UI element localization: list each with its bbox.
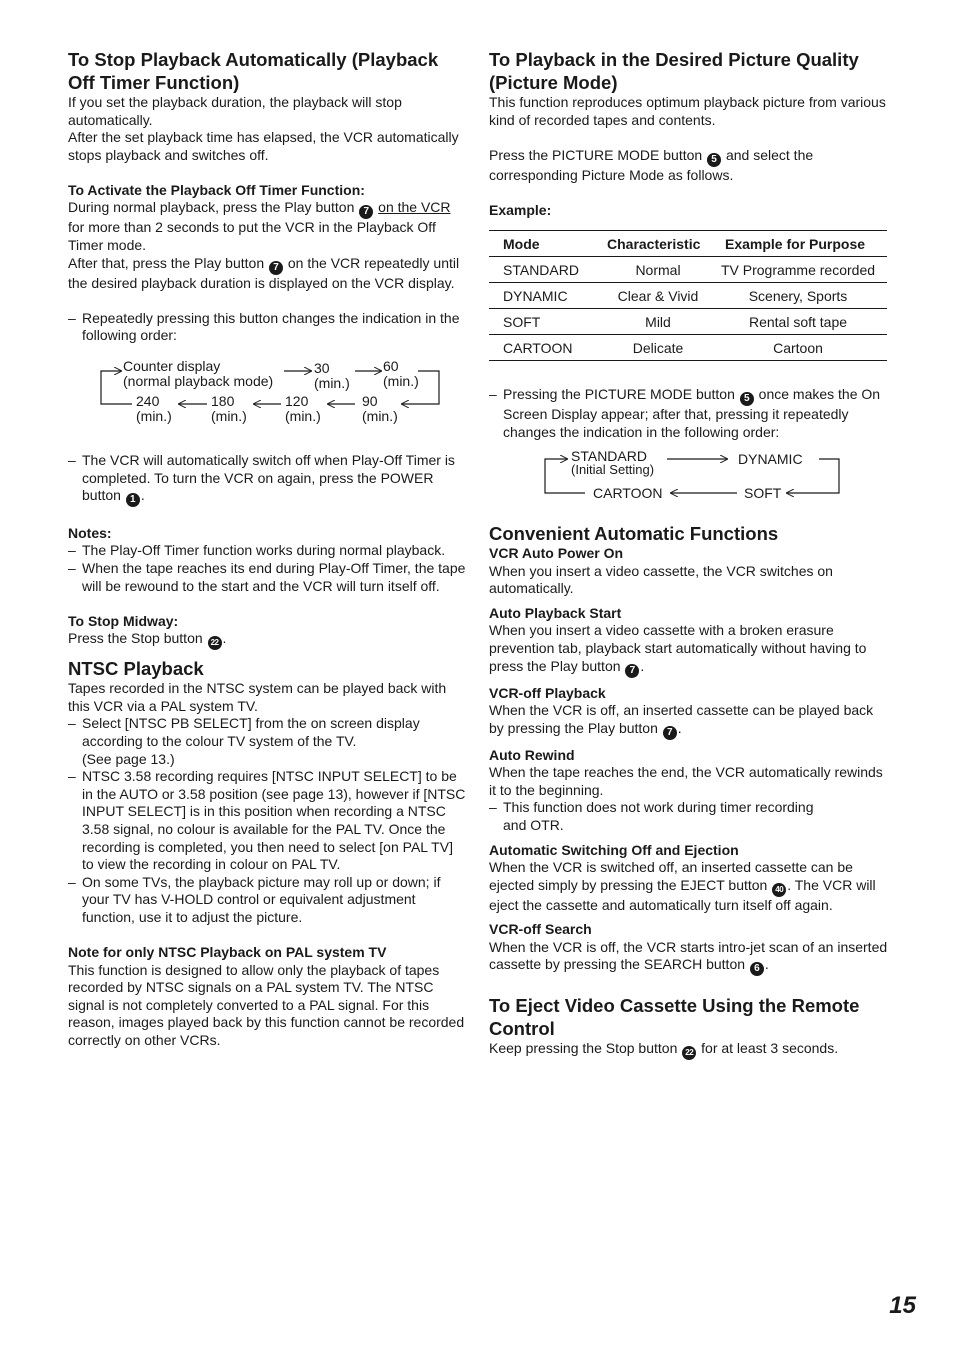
dash-item: – NTSC 3.58 recording requires [NTSC INPUT SELECT] to be in the AUTO or 3.58 position (see page 13), however if [NTSC INPUT SELECT] is in this position when recording a NTSC 3.58 signal, no colour is available for the PAL TV. Once the recording is completed, you then need to select [on PAL TV] to view the recording in colour on PAL TV. (68, 768, 468, 874)
paragraph: Keep pressing the Stop button 22 for at least 3 seconds. (489, 1040, 889, 1060)
table-cell: STANDARD (489, 257, 607, 283)
timer-value-120: 120 (285, 393, 309, 410)
dash-item: – The VCR will automatically switch off when Play-Off Timer is completed. To turn the VCR on again, press the POWER button 1 . (68, 452, 468, 507)
subheading-stop-midway: To Stop Midway: (68, 612, 179, 629)
table-header-row (489, 231, 887, 257)
paragraph: When you insert a video cassette, the VCR switches on automatically. (489, 562, 833, 597)
table-header: Example for Purpose (709, 231, 887, 257)
eject-button-icon: 40 (772, 883, 786, 897)
underlined-text: on the VCR (378, 199, 451, 216)
paragraph: When the VCR is off, the VCR starts intro-jet scan of an inserted cassette by pressing the SEARCH button 6 . (489, 938, 888, 975)
subheading-ntsc-note: Note for only NTSC Playback on PAL system TV (68, 944, 387, 961)
dash-item: – When the tape reaches its end during Play-Off Timer, the tape will be rewound to the start and the VCR will turn itself off. (68, 560, 468, 595)
section-title-eject-remote: To Eject Video Cassette Using the Remote Control (489, 995, 860, 1040)
counter-display-sublabel: (normal playback mode) (123, 373, 274, 390)
timer-value-60: 60 (383, 358, 399, 375)
section-title-ntsc-playback: NTSC Playback (68, 658, 204, 680)
table-cell: CARTOON (489, 335, 607, 361)
dash-item: – This function does not work during timer recording and OTR. (489, 799, 889, 834)
example-label: Example: (489, 201, 552, 218)
paragraph: During normal playback, press the Play button 7 on the VCR for more than 2 seconds to put the VCR in the Playback Off Timer mode. (68, 199, 451, 254)
dash-item: – Select [NTSC PB SELECT] from the on screen display according to the colour TV system of the TV. (See page 13.) (68, 715, 468, 768)
section-title-playback-off-timer: To Stop Playback Automatically (Playback Off Timer Function) (68, 49, 439, 93)
dash-item: – The Play-Off Timer function works during normal playback. (68, 542, 468, 560)
mode-dynamic: DYNAMIC (738, 451, 803, 468)
table-cell: TV Programme recorded (709, 257, 887, 283)
timer-unit: (min.) (383, 373, 419, 390)
picture-mode-table (489, 230, 887, 361)
subheading: VCR-off Search (489, 921, 592, 938)
mode-initial-setting: (Initial Setting) (571, 462, 655, 478)
picture-mode-button-icon: 5 (740, 392, 754, 406)
table-row (489, 283, 887, 309)
timer-value-90: 90 (362, 393, 378, 410)
table-cell: Normal (607, 257, 709, 283)
diagram-arrows (489, 447, 889, 509)
counter-display-label: Counter display (123, 358, 221, 375)
stop-button-icon: 22 (208, 636, 222, 650)
table-cell: Cartoon (709, 335, 887, 361)
play-button-icon: 7 (269, 261, 283, 275)
paragraph: Press the PICTURE MODE button 5 and select the corresponding Picture Mode as follows. (489, 146, 814, 183)
mode-standard: STANDARD (571, 448, 647, 465)
table-cell: DYNAMIC (489, 283, 607, 309)
subheading-notes: Notes: (68, 524, 112, 541)
subheading: VCR Auto Power On (489, 545, 624, 562)
picture-mode-button-icon: 5 (707, 153, 721, 167)
paragraph: This function reproduces optimum playback picture from various kind of recorded tapes and contents. (489, 94, 886, 128)
timer-sequence-diagram (68, 359, 468, 441)
section-title-picture-mode: To Playback in the Desired Picture Quality (Picture Mode) (489, 49, 859, 93)
subheading: VCR-off Playback (489, 684, 606, 701)
paragraph: After that, press the Play button 7 on the VCR repeatedly until the desired playback duration is displayed on the VCR display. (68, 254, 460, 291)
table-cell: Delicate (607, 335, 709, 361)
table-header: Mode (489, 231, 607, 257)
timer-unit: (min.) (136, 408, 172, 425)
timer-unit: (min.) (362, 408, 398, 425)
play-button-icon: 7 (625, 664, 639, 678)
paragraph: When you insert a video cassette with a broken erasure prevention tab, playback start automatically without having to press the Play button 7 . (489, 622, 867, 676)
paragraph: When the tape reaches the end, the VCR automatically rewinds it to the beginning. (489, 764, 883, 798)
timer-unit: (min.) (211, 408, 247, 425)
table-cell: Rental soft tape (709, 309, 887, 335)
subheading-activate: To Activate the Playback Off Timer Function: (68, 181, 365, 198)
stop-button-icon: 22 (682, 1046, 696, 1060)
subheading: Automatic Switching Off and Ejection (489, 841, 739, 858)
play-button-icon: 7 (359, 205, 373, 219)
section-title-convenient-functions: Convenient Automatic Functions (489, 523, 779, 545)
power-button-icon: 1 (126, 493, 140, 507)
dash-item: – Repeatedly pressing this button changes the indication in the following order: (68, 310, 468, 345)
table-cell: Mild (607, 309, 709, 335)
table-header: Characteristic (607, 231, 709, 257)
timer-unit: (min.) (285, 408, 321, 425)
paragraph: If you set the playback duration, the playback will stop automatically. (68, 94, 402, 128)
table-cell: Scenery, Sports (709, 283, 887, 309)
paragraph: When the VCR is off, an inserted cassette can be played back by pressing the Play button 7 . (489, 702, 874, 738)
mode-cartoon: CARTOON (593, 485, 663, 502)
dash-item: – On some TVs, the playback picture may roll up or down; if your TV has V-HOLD control or equivalent adjustment function, use it to adjust the picture. (68, 874, 468, 927)
paragraph: This function is designed to allow only the playback of tapes recorded by NTSC signals on a PAL system TV. The NTSC signal is not completely converted to a PAL signal. For this reason, images played back by this function cannot be recorded correctly on other VCRs. (68, 961, 465, 1048)
right-column (489, 48, 889, 1060)
paragraph: After the set playback time has elapsed, the VCR automatically stops playback and switches off. (68, 129, 459, 163)
mode-soft: SOFT (744, 485, 782, 502)
timer-unit: (min.) (314, 375, 350, 392)
table-row (489, 335, 887, 361)
timer-value-240: 240 (136, 393, 160, 410)
play-button-icon: 7 (663, 726, 677, 740)
subheading: Auto Playback Start (489, 604, 622, 621)
table-cell: Clear & Vivid (607, 283, 709, 309)
left-column (68, 48, 468, 1050)
dash-item: – Pressing the PICTURE MODE button 5 once makes the On Screen Display appear; after that, pressing it repeatedly changes the indication in the following order: (489, 386, 889, 441)
picture-mode-sequence-diagram (489, 447, 889, 509)
page-number: 15 (889, 1292, 916, 1319)
table-row (489, 257, 887, 283)
table-cell: SOFT (489, 309, 607, 335)
paragraph: When the VCR is switched off, an inserted cassette can be ejected simply by pressing the EJECT button 40 . The VCR will eject the cassette and automatically turn itself off again. (489, 859, 876, 913)
paragraph: Press the Stop button 22 . (68, 630, 468, 650)
search-button-icon: 6 (750, 962, 764, 976)
table-row (489, 309, 887, 335)
paragraph: Tapes recorded in the NTSC system can be played back with this VCR via a PAL system TV. (68, 680, 447, 714)
timer-value-30: 30 (314, 360, 330, 377)
subheading: Auto Rewind (489, 746, 575, 763)
timer-value-180: 180 (211, 393, 235, 410)
